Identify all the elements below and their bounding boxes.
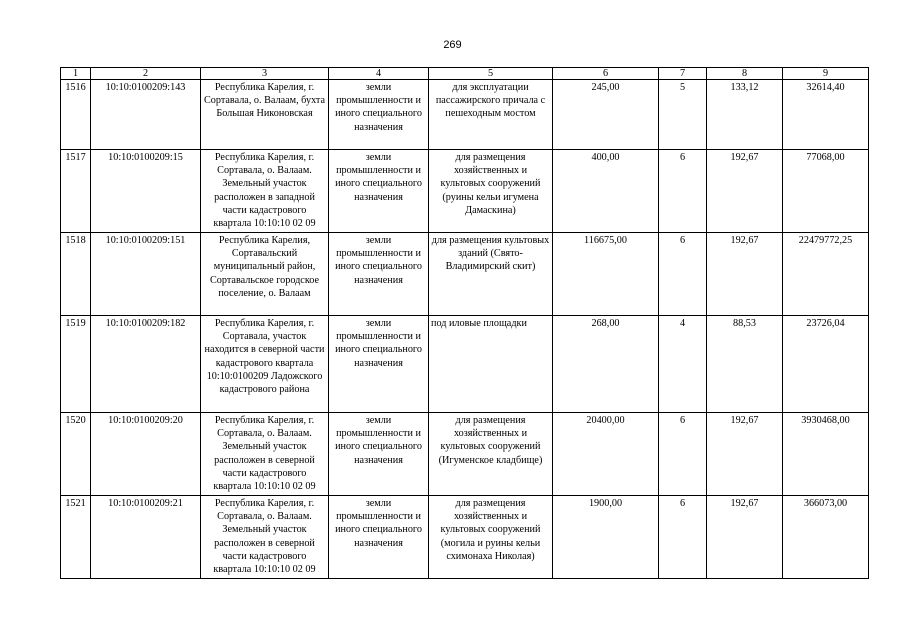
address: Республика Карелия, Сортавальский муниципальный район, Сортавальское городское поселение, о. Валаам: [201, 233, 329, 316]
column-header: 3: [201, 68, 329, 80]
row-number: 1520: [61, 413, 91, 496]
column-header: 4: [329, 68, 429, 80]
land-category: земли промышленности и иного специального назначения: [329, 496, 429, 579]
row-number: 1516: [61, 80, 91, 150]
column-header: 8: [707, 68, 783, 80]
column-header: 7: [659, 68, 707, 80]
cadastral-number: 10:10:0100209:20: [91, 413, 201, 496]
table-row: [61, 316, 869, 413]
page-number: 269: [443, 39, 462, 51]
specific-value: 192,67: [707, 233, 783, 316]
cadastral-value: 3930468,00: [783, 413, 869, 496]
table-row: [61, 150, 869, 233]
cadastral-value: 22479772,25: [783, 233, 869, 316]
specific-value: 192,67: [707, 496, 783, 579]
land-category: земли промышленности и иного специального назначения: [329, 80, 429, 150]
cadastral-number: 10:10:0100209:15: [91, 150, 201, 233]
land-category: земли промышленности и иного специального назначения: [329, 150, 429, 233]
land-category: земли промышленности и иного специального назначения: [329, 413, 429, 496]
permitted-use: для размещения хозяйственных и культовых сооружений (могила и руины кельи схимонаха Николая): [429, 496, 553, 579]
column-header: 2: [91, 68, 201, 80]
table-row: [61, 80, 869, 150]
area: 1900,00: [553, 496, 659, 579]
permitted-use: для эксплуатации пассажирского причала с пешеходным мостом: [429, 80, 553, 150]
land-category: земли промышленности и иного специального назначения: [329, 233, 429, 316]
specific-value: 192,67: [707, 150, 783, 233]
permitted-use: для размещения хозяйственных и культовых сооружений (руины кельи игумена Дамаскина): [429, 150, 553, 233]
cadastral-number: 10:10:0100209:151: [91, 233, 201, 316]
address: Республика Карелия, г. Сортавала, о. Валаам, бухта Большая Никоновская: [201, 80, 329, 150]
specific-value: 133,12: [707, 80, 783, 150]
area: 116675,00: [553, 233, 659, 316]
land-registry-table: [60, 67, 869, 579]
permitted-use: для размещения хозяйственных и культовых сооружений (Игуменское кладбище): [429, 413, 553, 496]
address: Республика Карелия, г. Сортавала, о. Валаам. Земельный участок расположен в северной части кадастрового квартала 10:10:10 02 09: [201, 496, 329, 579]
column-header: 1: [61, 68, 91, 80]
table-row: [61, 233, 869, 316]
cadastral-value: 366073,00: [783, 496, 869, 579]
row-number: 1519: [61, 316, 91, 413]
specific-value: 88,53: [707, 316, 783, 413]
cadastral-value: 23726,04: [783, 316, 869, 413]
address: Республика Карелия, г. Сортавала, участок находится в северной части кадастрового квартала 10:10:0100209 Ладожского кадастрового района: [201, 316, 329, 413]
land-category: земли промышленности и иного специального назначения: [329, 316, 429, 413]
row-number: 1518: [61, 233, 91, 316]
permitted-use: под иловые площадки: [429, 316, 553, 413]
group: 6: [659, 150, 707, 233]
column-number-row: [61, 68, 869, 80]
address: Республика Карелия, г. Сортавала, о. Валаам. Земельный участок расположен в северной части кадастрового квартала 10:10:10 02 09: [201, 413, 329, 496]
area: 20400,00: [553, 413, 659, 496]
specific-value: 192,67: [707, 413, 783, 496]
row-number: 1517: [61, 150, 91, 233]
table-row: [61, 413, 869, 496]
column-header: 5: [429, 68, 553, 80]
area: 245,00: [553, 80, 659, 150]
row-number: 1521: [61, 496, 91, 579]
column-header: 9: [783, 68, 869, 80]
address: Республика Карелия, г. Сортавала, о. Валаам. Земельный участок расположен в западной части кадастрового квартала 10:10:10 02 09: [201, 150, 329, 233]
permitted-use: для размещения культовых зданий (Свято-Владимирский скит): [429, 233, 553, 316]
cadastral-value: 32614,40: [783, 80, 869, 150]
cadastral-number: 10:10:0100209:182: [91, 316, 201, 413]
group: 4: [659, 316, 707, 413]
table-row: [61, 496, 869, 579]
cadastral-number: 10:10:0100209:21: [91, 496, 201, 579]
group: 6: [659, 496, 707, 579]
column-header: 6: [553, 68, 659, 80]
group: 6: [659, 233, 707, 316]
area: 268,00: [553, 316, 659, 413]
group: 5: [659, 80, 707, 150]
cadastral-number: 10:10:0100209:143: [91, 80, 201, 150]
cadastral-value: 77068,00: [783, 150, 869, 233]
area: 400,00: [553, 150, 659, 233]
group: 6: [659, 413, 707, 496]
